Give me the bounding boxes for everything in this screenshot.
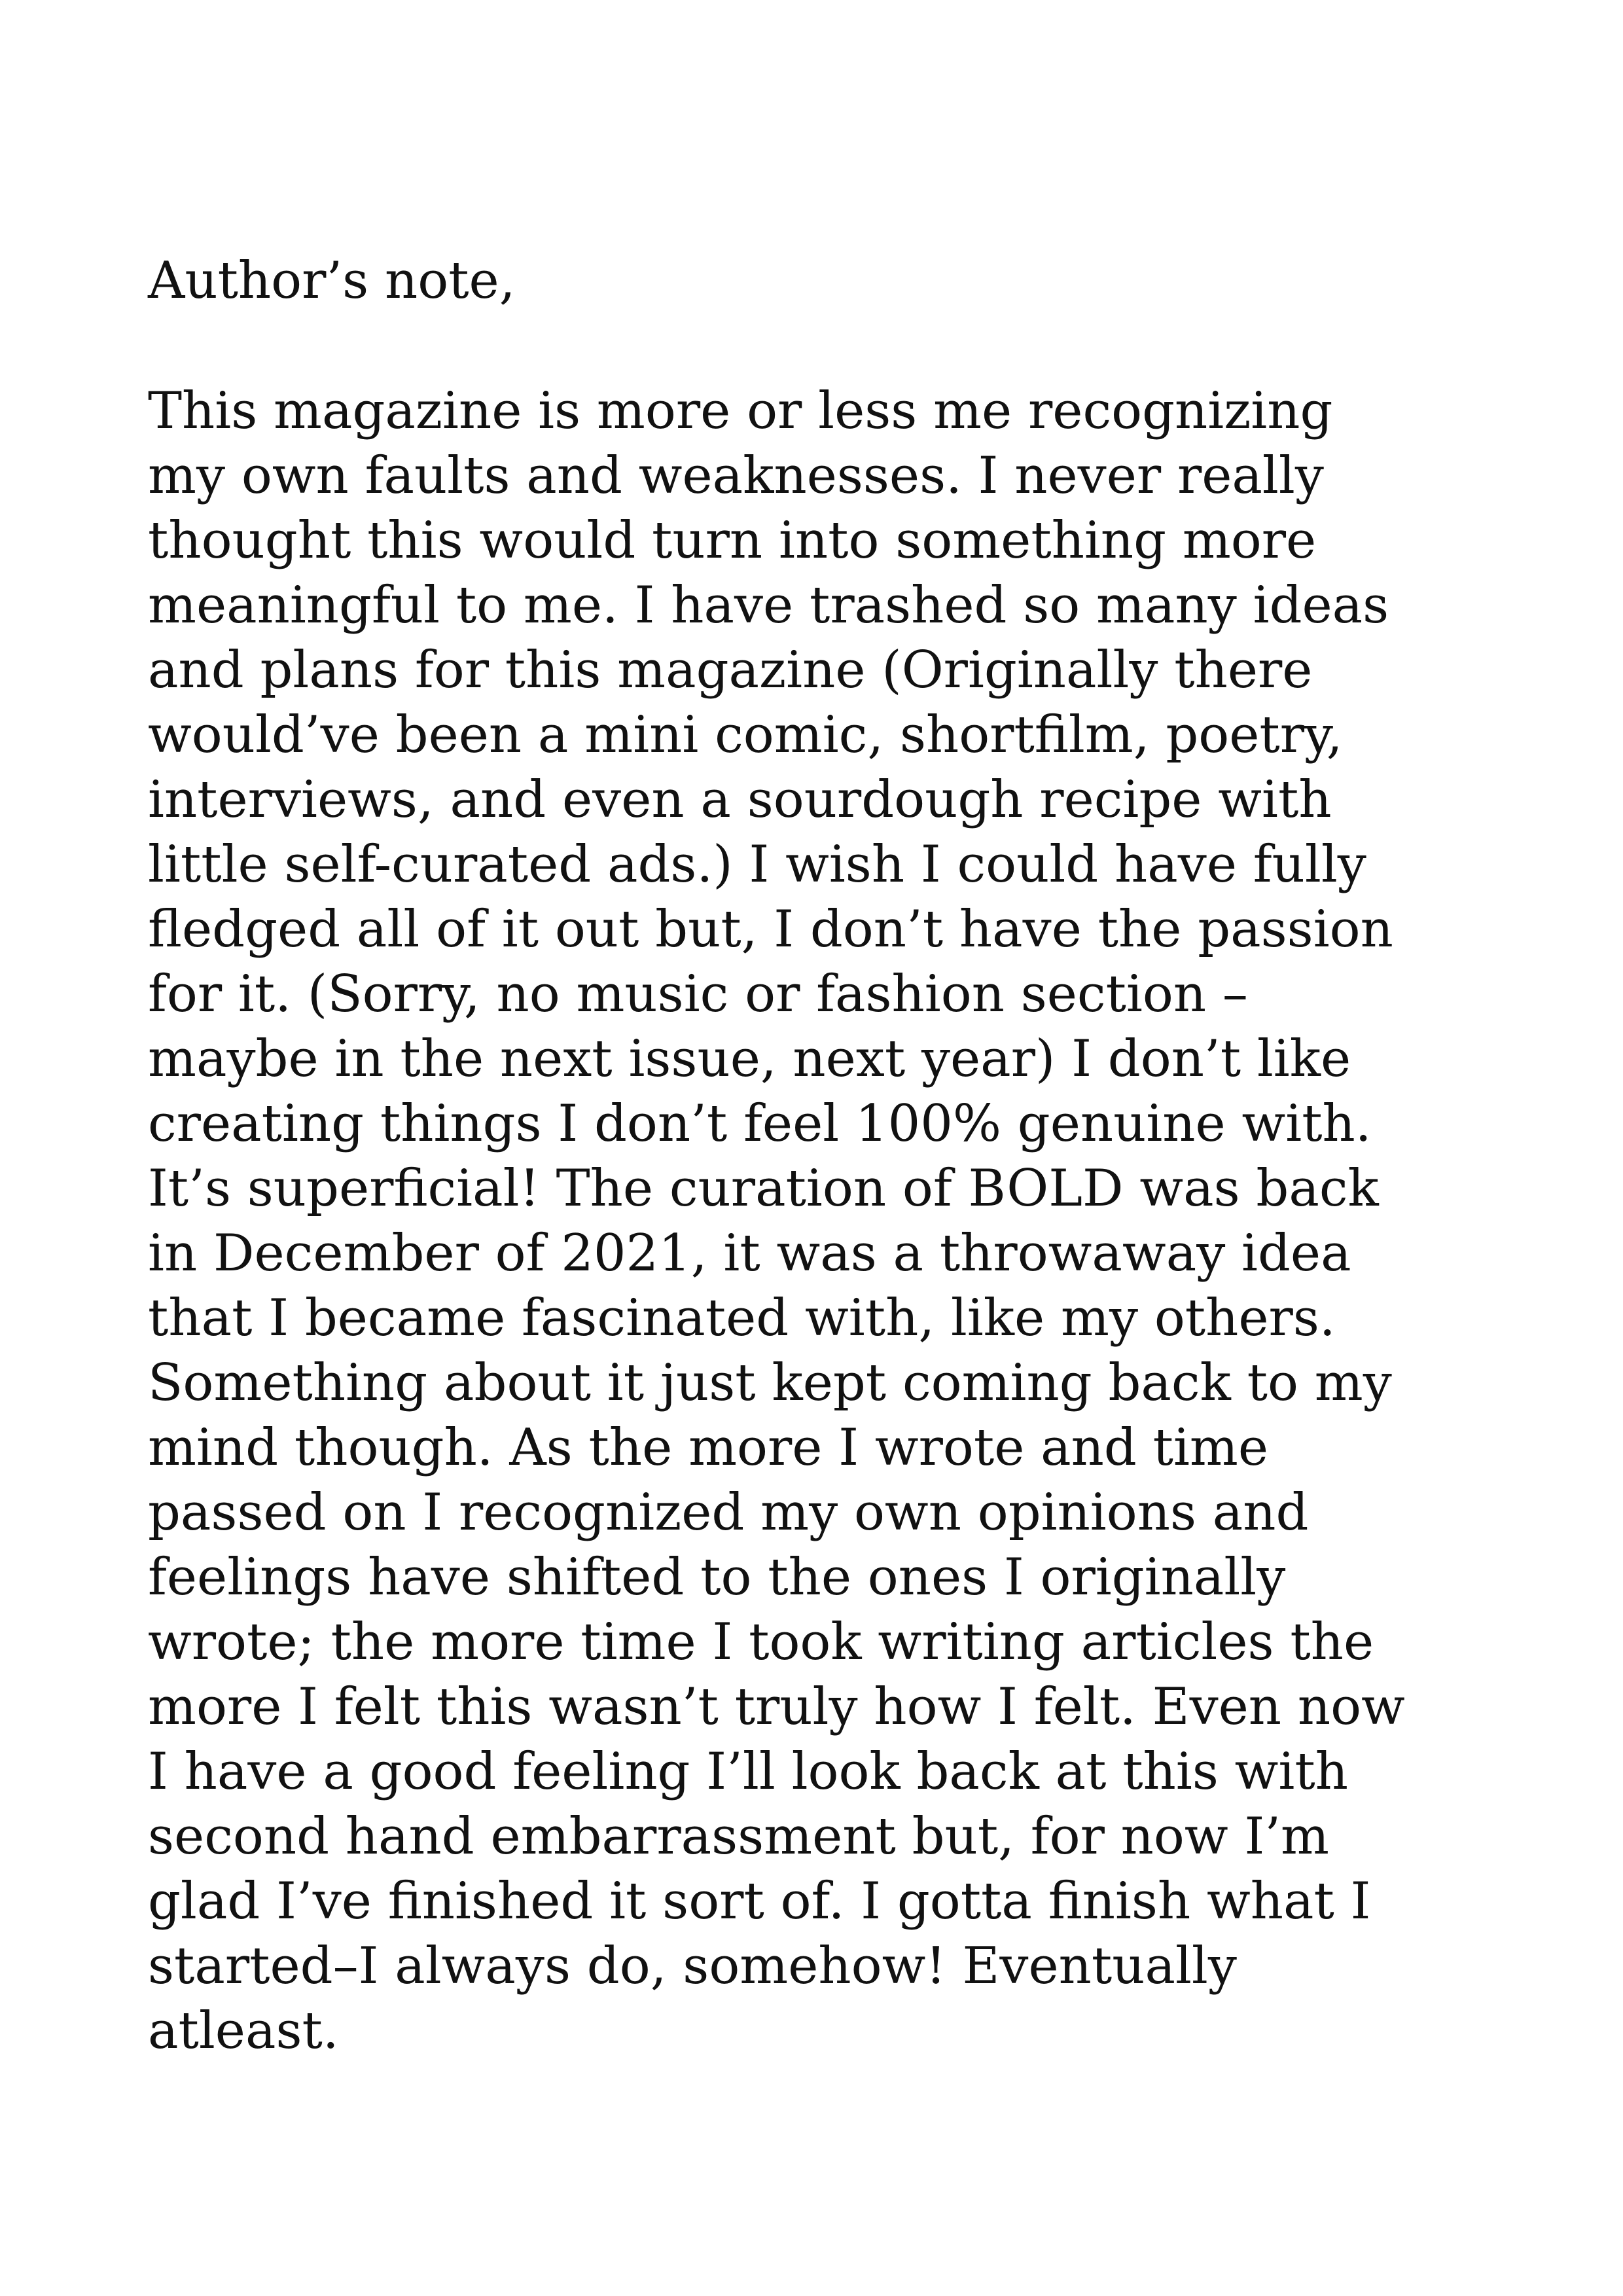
body-line: glad I’ve finished it sort of. I gotta finish what I (148, 1872, 1371, 1931)
body-line: I have a good feeling I’ll look back at this with (148, 1742, 1348, 1801)
body-line: It’s superficial! The curation of BOLD was back (148, 1159, 1379, 1218)
body-line: feelings have shifted to the ones I originally (148, 1548, 1286, 1607)
body-line: for it. (Sorry, no music or fashion section – (148, 965, 1248, 1024)
body-line: wrote; the more time I took writing articles the (148, 1613, 1374, 1672)
body-line: more I felt this wasn’t truly how I felt. Even now (148, 1677, 1405, 1736)
body-line: that I became fascinated with, like my others. (148, 1289, 1336, 1348)
body-line: This magazine is more or less me recognizing (148, 382, 1333, 440)
body-line: my own faults and weaknesses. I never really (148, 446, 1324, 505)
body-line: interviews, and even a sourdough recipe with (148, 770, 1332, 829)
body-line: started–I always do, somehow! Eventually (148, 1937, 1237, 1996)
body-line: little self-curated ads.) I wish I could have fully (148, 835, 1366, 894)
body-line: Something about it just kept coming back to my (148, 1354, 1392, 1412)
body-line: meaningful to me. I have trashed so many ideas (148, 576, 1389, 635)
note-body (148, 379, 1405, 2064)
body-line: thought this would turn into something more (148, 511, 1317, 570)
body-line: in December of 2021, it was a throwaway idea (148, 1224, 1351, 1283)
body-line: atleast. (148, 2001, 339, 2060)
body-line: second hand embarrassment but, for now I’m (148, 1807, 1330, 1866)
body-line: creating things I don’t feel 100% genuine with. (148, 1094, 1372, 1153)
body-line: and plans for this magazine (Originally there (148, 641, 1313, 700)
body-line: passed on I recognized my own opinions and (148, 1483, 1309, 1542)
body-line: would’ve been a mini comic, shortfilm, poetry, (148, 706, 1343, 764)
note-heading: Author’s note, (148, 251, 516, 310)
body-line: mind though. As the more I wrote and time (148, 1418, 1269, 1477)
body-line: maybe in the next issue, next year) I don’t like (148, 1030, 1351, 1088)
body-line: fledged all of it out but, I don’t have the passion (148, 900, 1393, 959)
